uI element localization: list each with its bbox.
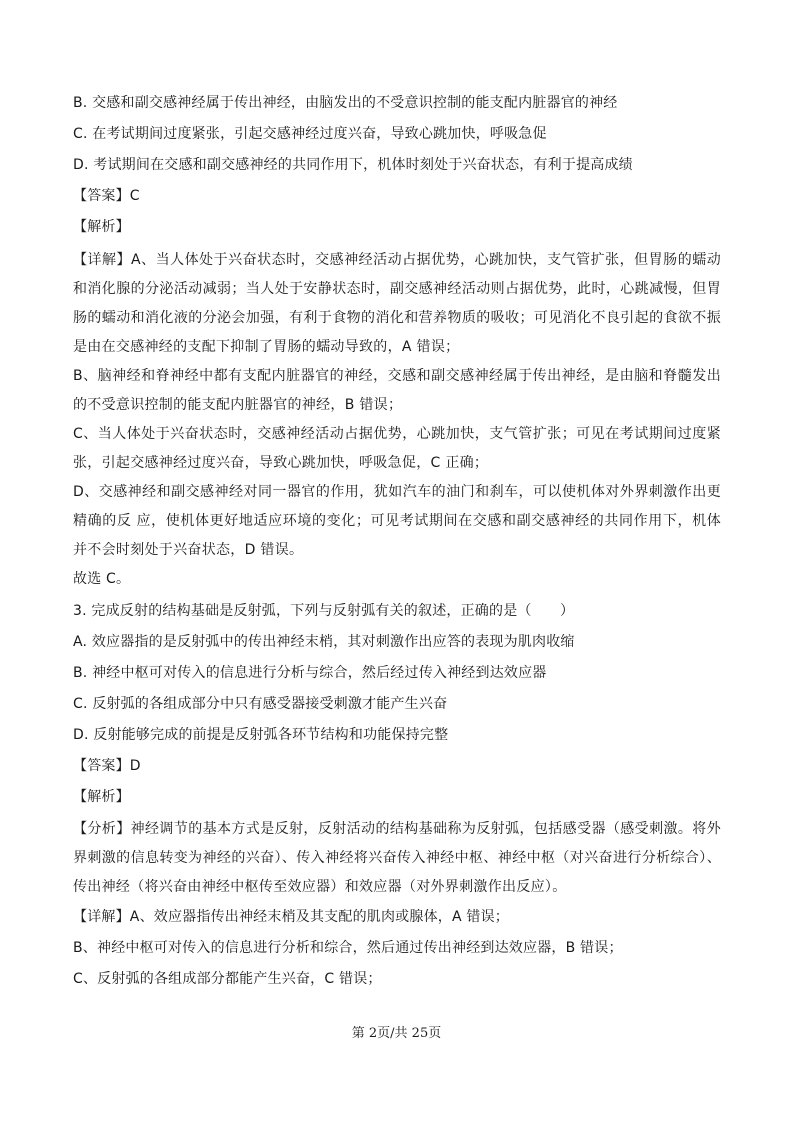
q2-answer: 【答案】C [73,188,140,204]
q2-detail-d: D、交感神经和副交感神经对同一器官的作用，犹如汽车的油门和刹车，可以使机体对外界刺激作出更精确的反 应，使机体更好地适应环境的变化；可见考试期间在交感和副交感神经的共同作用下，机体并不会时刻处于兴奋状态，D 错误。 [73,484,721,558]
q3-option-b: B. 神经中枢可对传入的信息进行分析与综合，然后经过传入神经到达效应器 [73,665,547,681]
q3-option-a: A. 效应器指的是反射弧中的传出神经末梢，其对刺激作出应答的表现为肌肉收缩 [73,634,575,650]
q3-detail-b: B、神经中枢可对传入的信息进行分析和综合，然后通过传出神经到达效应器，B 错误； [73,940,623,956]
q3-analysis-text: 【分析】神经调节的基本方式是反射，反射活动的结构基础称为反射弧，包括感受器（感受刺激。将外界刺激的信息转变为神经的兴奋）、传入神经将兴奋传入神经中枢、神经中枢（对兴奋进行分析综合）、传出神经（将兴奋由神经中枢传至效应器）和效应器（对外界刺激作出反应）。 [73,821,721,895]
q2-detail-a: 【详解】A、当人体处于兴奋状态时，交感神经活动占据优势，心跳加快，支气管扩张，但胃肠的蠕动和消化腺的分泌活动减弱；当人处于安静状态时，副交感神经活动则占据优势，此时，心跳减慢，但胃肠的蠕动和消化液的分泌会加强，有利于食物的消化和营养物质的吸收；可见消化不良引起的食欲不振是由在交感神经的支配下抑制了胃肠的蠕动导致的，A 错误； [73,252,721,355]
q2-option-d: D. 考试期间在交感和副交感神经的共同作用下，机体时刻处于兴奋状态，有利于提高成绩 [73,157,633,173]
q2-detail-c: C、当人体处于兴奋状态时，交感神经活动占据优势，心跳加快，支气管扩张；可见在考试期间过度紧张，引起交感神经过度兴奋，导致心跳加快，呼吸急促，C 正确； [73,426,721,471]
q3-option-c: C. 反射弧的各组成部分中只有感受器接受刺激才能产生兴奋 [73,696,448,712]
q2-option-c: C. 在考试期间过度紧张，引起交感神经过度兴奋，导致心跳加快，呼吸急促 [73,126,547,142]
q3-detail-a: 【详解】A、效应器指传出神经末梢及其支配的肌肉或腺体，A 错误； [73,909,510,925]
q2-detail-b: B、脑神经和脊神经中都有支配内脏器官的神经，交感和副交感神经属于传出神经，是由脑和脊髓发出的不受意识控制的能支配内脏器官的神经，B 错误； [73,368,721,413]
q3-analysis-label: 【解析】 [73,789,130,805]
q3-detail-c: C、反射弧的各组成部分都能产生兴奋，C 错误； [73,971,382,987]
q3-option-d: D. 反射能够完成的前提是反射弧各环节结构和功能保持完整 [73,727,449,743]
q2-conclusion: 故选 C。 [73,571,131,587]
page-number-footer: 第 2页/共 25页 [351,1026,442,1041]
q2-analysis-label: 【解析】 [73,219,130,235]
q3-answer: 【答案】D [73,758,141,774]
page-content [73,88,721,995]
q2-option-b: B. 交感和副交感神经属于传出神经，由脑发出的不受意识控制的能支配内脏器官的神经 [73,95,618,111]
q3-stem: 3. 完成反射的结构基础是反射弧，下列与反射弧有关的叙述，正确的是（ ） [73,603,575,619]
